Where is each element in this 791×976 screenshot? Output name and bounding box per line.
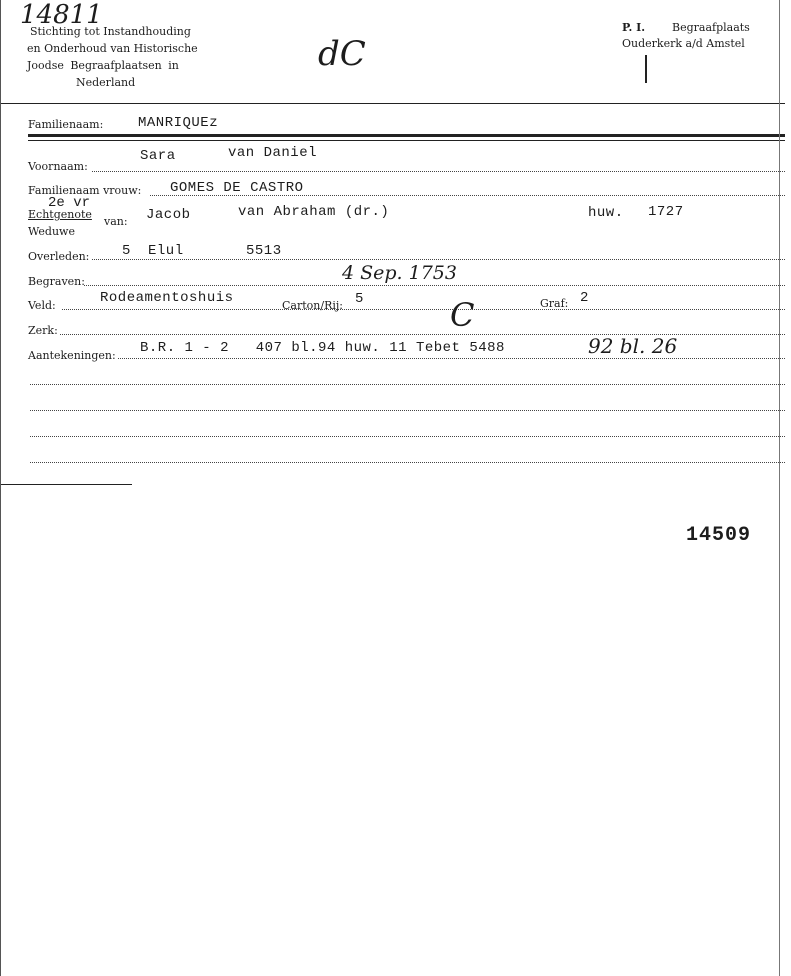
card-bottom-edge	[0, 484, 132, 485]
overleden-label: Overleden:	[28, 250, 90, 263]
graf-value: 2	[580, 290, 589, 306]
echtgenote-value: Jacob	[146, 207, 191, 223]
org-line-4: Nederland	[76, 76, 136, 89]
card-number-handwritten: 14811	[20, 0, 103, 30]
overleden-line	[92, 259, 785, 260]
echtgenote-patronym: van Abraham (dr.)	[238, 204, 390, 220]
cemetery-begraafplaats: Begraafplaats	[672, 21, 750, 34]
overleden-day: 5	[122, 243, 131, 259]
pen-stroke	[645, 55, 647, 83]
zerk-label: Zerk:	[28, 324, 58, 337]
double-rule-bottom	[28, 140, 785, 141]
aantekeningen-handwritten: 92 bl. 26	[588, 334, 678, 358]
note-line	[30, 410, 785, 411]
familienaam-label: Familienaam:	[28, 118, 104, 131]
voornaam-line	[92, 171, 785, 172]
aantekeningen-label: Aantekeningen:	[28, 349, 116, 362]
weduwe-label: Weduwe	[28, 225, 75, 238]
echtgenote-label: Echtgenote	[28, 208, 92, 221]
veld-label: Veld:	[28, 299, 56, 312]
familienaam-vrouw-value: GOMES DE CASTRO	[170, 180, 304, 196]
aantekeningen-value: B.R. 1 - 2 407 bl.94 huw. 11 Tebet 5488	[140, 340, 505, 356]
double-rule-top	[28, 134, 785, 137]
overleden-month: Elul	[148, 243, 184, 259]
note-line	[30, 462, 785, 463]
begraven-line	[84, 285, 785, 286]
org-line-2: en Onderhoud van Historische	[27, 42, 198, 55]
aantekeningen-line	[118, 358, 785, 359]
note-line	[30, 384, 785, 385]
note-line	[30, 436, 785, 437]
cemetery-code: P. I.	[622, 21, 646, 34]
header-rule	[0, 103, 785, 104]
begraven-handwritten: 4 Sep. 1753	[342, 262, 457, 284]
familienaam-vrouw-label: Familienaam vrouw:	[28, 184, 142, 197]
page-left-edge	[0, 0, 1, 976]
echtgenote-van-label: van:	[104, 215, 128, 228]
voornaam-value: Sara	[140, 148, 176, 164]
echtgenote-annotation: 2e vr	[48, 195, 91, 211]
echtgenote-year: 1727	[648, 204, 684, 220]
org-line-3: Joodse Begraafplaatsen in	[27, 59, 179, 72]
page-right-edge	[779, 0, 780, 976]
header-mark-handwritten: dC	[318, 34, 366, 74]
stamp-number: 14509	[686, 524, 752, 547]
graf-label: Graf:	[540, 297, 569, 310]
carton-label: Carton/Rij:	[282, 299, 343, 312]
echtgenote-huw: huw.	[588, 205, 624, 221]
begraven-label: Begraven:	[28, 275, 85, 288]
cemetery-location: Ouderkerk a/d Amstel	[622, 37, 745, 50]
voornaam-label: Voornaam:	[28, 160, 88, 173]
org-line-1: Stichting tot Instandhouding	[30, 25, 191, 38]
voornaam-patronym: van Daniel	[228, 145, 318, 161]
veld-line	[62, 309, 785, 310]
veld-handwritten: C	[450, 296, 475, 334]
carton-value: 5	[355, 291, 364, 307]
overleden-year: 5513	[246, 243, 282, 259]
veld-value: Rodeamentoshuis	[100, 290, 234, 306]
familienaam-value: MANRIQUEz	[138, 115, 219, 131]
